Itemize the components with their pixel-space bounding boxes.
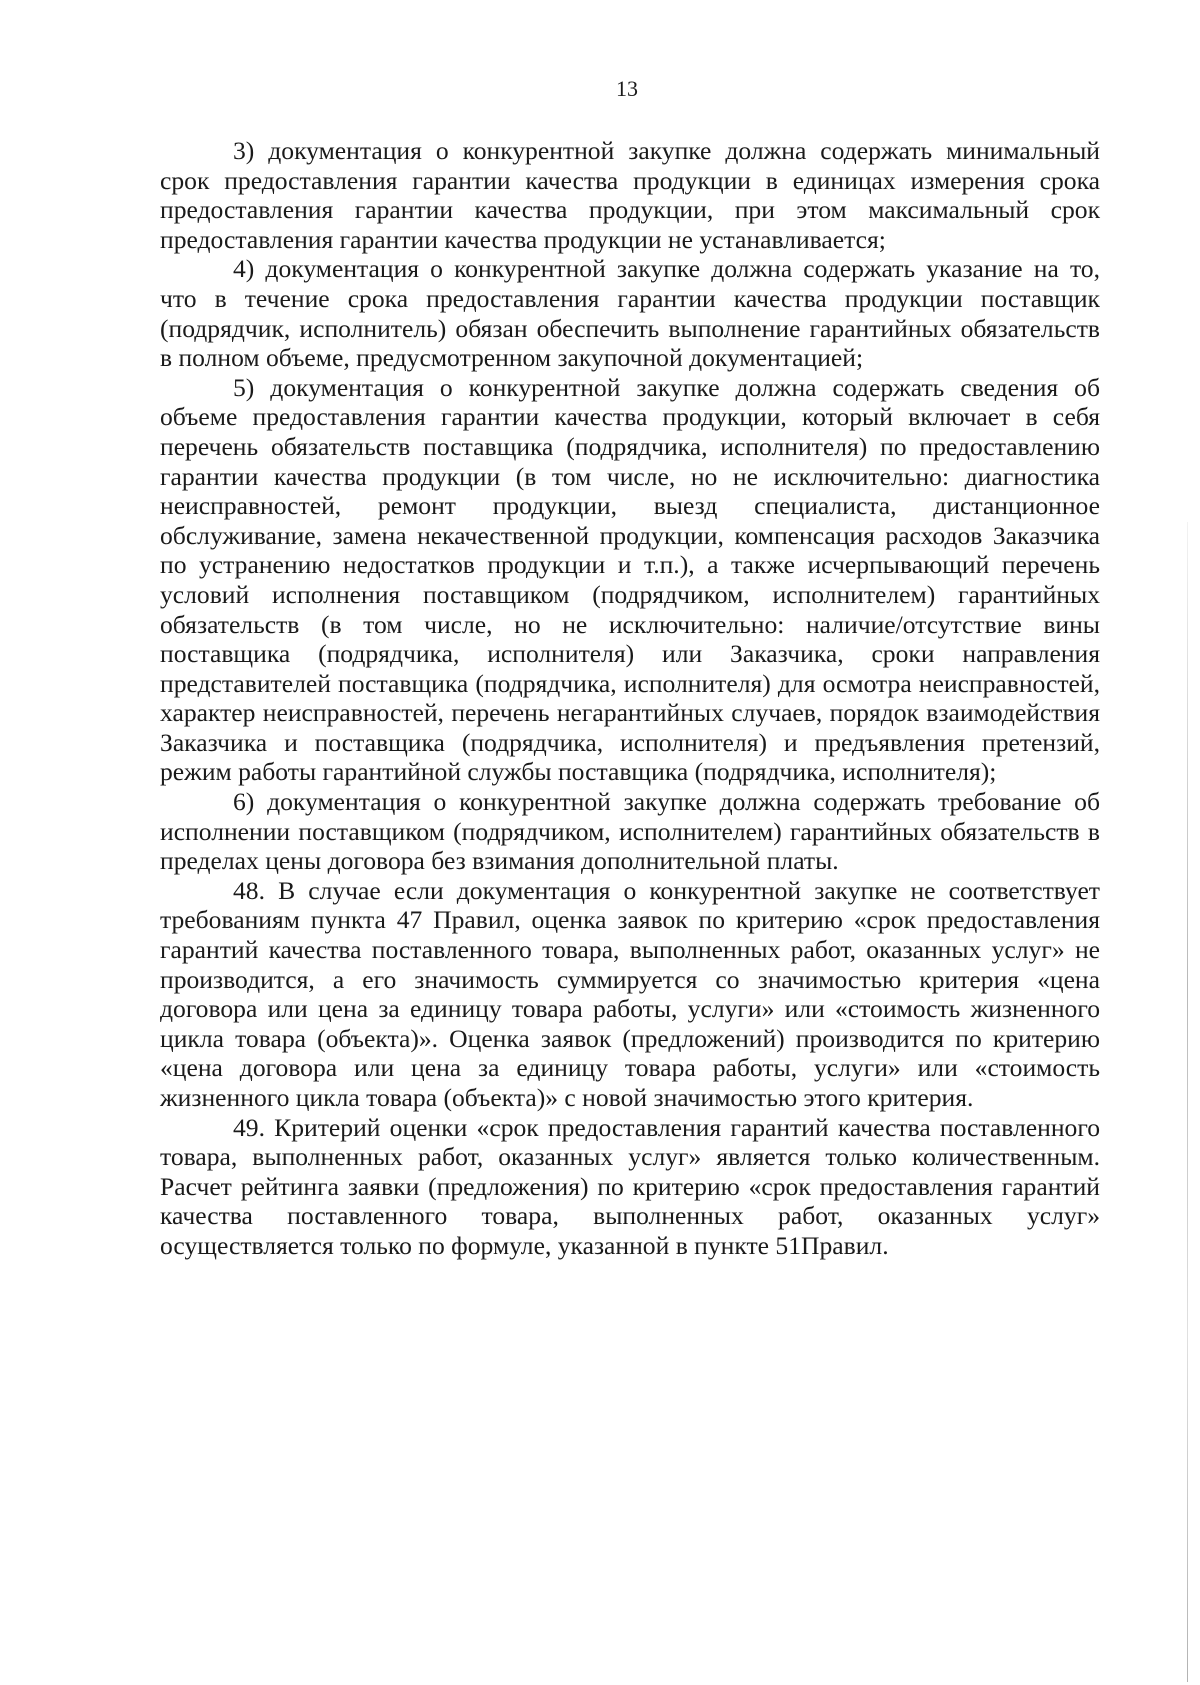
paragraph-clause-49: 49. Критерий оценки «срок предоставления гарантий качества поставленного товара, выполненных работ, оказанных услуг» является только количественным. Расчет рейтинга заявки (предложения) по критерию «срок предоставления гарантий качества поставленного товара, выполненных работ, оказанных услуг» осуществляется только по формуле, указанной в пункте 51Правил. [160, 1112, 1100, 1260]
document-body [160, 136, 1100, 1261]
scan-edge-line [1187, 522, 1188, 1682]
page-number: 13 [616, 76, 638, 101]
paragraph-item-3: 3) документация о конкурентной закупке должна содержать минимальный срок предоставления гарантии качества продукции в единицах измерения срока предоставления гарантии качества продукции, при этом максимальный срок предоставления гарантии качества продукции не устанавливается; [160, 136, 1100, 254]
paragraph-item-6: 6) документация о конкурентной закупке должна содержать требование об исполнении поставщиком (подрядчиком, исполнителем) гарантийных обязательств в пределах цены договора без взимания дополнительной платы. [160, 787, 1100, 876]
paragraph-item-5: 5) документация о конкурентной закупке должна содержать сведения об объеме предоставления гарантии качества продукции, который включает в себя перечень обязательств поставщика (подрядчика, исполнителя) по предоставлению гарантии качества продукции (в том числе, но не исключительно: диагностика неисправностей, ремонт продукции, выезд специалиста, дистанционное обслуживание, замена некачественной продукции, компенсация расходов Заказчика по устранению недостатков продукции и т.п.), а также исчерпывающий перечень условий исполнения поставщиком (подрядчиком, исполнителем) гарантийных обязательств (в том числе, но не исключительно: наличие/отсутствие вины поставщика (подрядчика, исполнителя) или Заказчика, сроки направления представителей поставщика (подрядчика, исполнителя) для осмотра неисправностей, характер неисправностей, перечень негарантийных случаев, порядок взаимодействия Заказчика и поставщика (подрядчика, исполнителя) и предъявления претензий, режим работы гарантийной службы поставщика (подрядчика, исполнителя); [160, 372, 1100, 787]
paragraph-item-4: 4) документация о конкурентной закупке должна содержать указание на то, что в течение срока предоставления гарантии качества продукции поставщик (подрядчик, исполнитель) обязан обеспечить выполнение гарантийных обязательств в полном объеме, предусмотренном закупочной документацией; [160, 254, 1100, 373]
paragraph-clause-48: 48. В случае если документация о конкурентной закупке не соответствует требованиям пункта 47 Правил, оценка заявок по критерию «срок предоставления гарантий качества поставленного товара, выполненных работ, оказанных услуг» не производится, а его значимость суммируется со значимостью критерия «цена договора или цена за единицу товара работы, услуги» или «стоимость жизненного цикла товара (объекта)». Оценка заявок (предложений) производится по критерию «цена договора или цена за единицу товара работы, услуги» или «стоимость жизненного цикла товара (объекта)» с новой значимостью этого критерия. [160, 875, 1100, 1112]
